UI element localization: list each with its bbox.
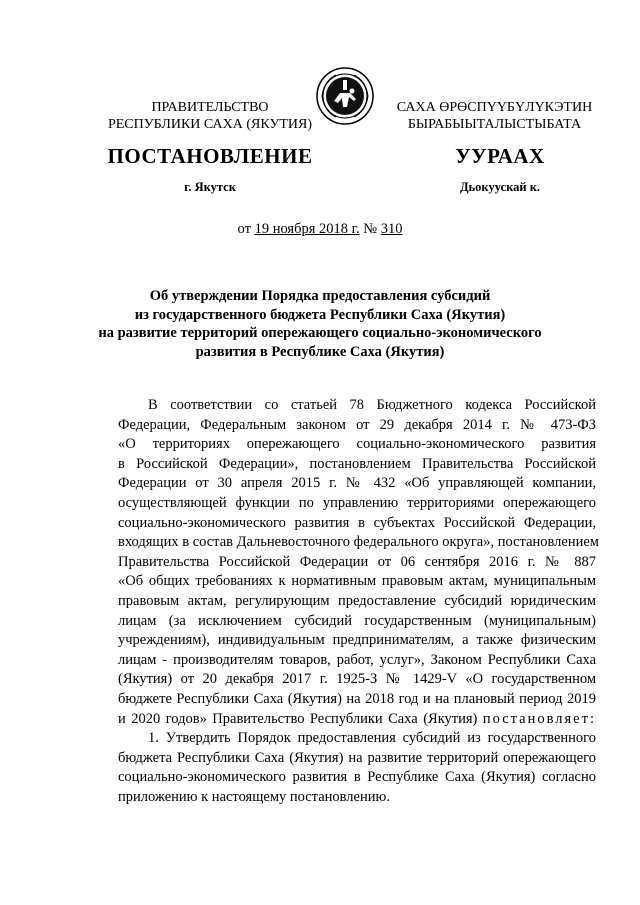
- date-value: 19 ноября 2018 г.: [254, 221, 360, 237]
- body-line: входящих в состав Дальневосточного федерального округа», постановлением: [118, 534, 599, 551]
- coat-of-arms-icon: [316, 67, 374, 125]
- body-line: лицам (за исключением субсидий государственным (муниципальным): [118, 612, 596, 629]
- title-line: на развитие территорий опережающего социально-экономического: [98, 325, 542, 341]
- body-line: Федерации, Федеральным законом от 29 декабря 2014 г. № 473-ФЗ: [118, 416, 596, 433]
- body-line: В соответствии со статьей 78 Бюджетного кодекса Российской: [148, 397, 596, 413]
- body-line: Федерации от 30 апреля 2015 г. № 432 «Об управляющей компании,: [118, 475, 596, 492]
- city-sah: Дьокуускай к.: [459, 180, 541, 194]
- body-line: Правительства Российской Федерации от 06 сентября 2016 г. № 887: [118, 553, 596, 570]
- doc-type-ru: ПОСТАНОВЛЕНИЕ: [107, 144, 313, 168]
- body-line: в Российской Федерации», постановлением Правительства Российской: [118, 455, 596, 472]
- number-value: 310: [380, 221, 403, 237]
- body-line: правовым актам, регулирующим предоставление субсидий юридическим: [118, 592, 596, 609]
- header-right: [372, 99, 617, 133]
- body-line: «О территориях опережающего социально-экономического развития: [118, 436, 596, 453]
- body-line: социально-экономического развития в субъектах Российской Федерации,: [118, 514, 596, 531]
- body-line: учреждениям), индивидуальным предпринимателям, а также физическим: [118, 632, 596, 649]
- body-line: «Об общих требованиях к нормативным правовым актам, муниципальным: [118, 573, 596, 590]
- body-line: бюджете Республики Саха (Якутия) на 2018 год и на плановый период 2019: [118, 690, 596, 707]
- doc-type-sah: УУРААХ: [455, 144, 545, 168]
- item-line: 1. Утвердить Порядок предоставления субсидий из государственного: [148, 730, 596, 747]
- date-prefix: от: [237, 221, 255, 237]
- city-ru: г. Якутск: [184, 180, 236, 194]
- body-line: осуществляющей функции по управлению территориями опережающего: [118, 494, 596, 511]
- body-line-text: и 2020 годов» Правительство Республики Саха (Якутия): [118, 710, 483, 727]
- date-line: [0, 221, 640, 238]
- body-text: [118, 396, 599, 807]
- title-line: Об утверждении Порядка предоставления субсидий: [149, 288, 491, 304]
- header-left: [70, 99, 350, 133]
- title-line: из государственного бюджета Республики Саха (Якутия): [134, 306, 506, 323]
- header-left-line1: ПРАВИТЕЛЬСТВО: [151, 100, 269, 115]
- body-line: лицам - производителям товаров, работ, услуг», Законом Республики Саха: [118, 651, 596, 668]
- document-title: [60, 287, 580, 361]
- title-line: развития в Республике Саха (Якутия): [195, 343, 445, 360]
- item-line: бюджета Республики Саха (Якутия) на развитие территорий опережающего: [118, 749, 596, 766]
- header-right-line2: БЫРАБЫЫТАЛЫСТЫБАТА: [407, 117, 582, 132]
- body-line-decree: [118, 710, 596, 730]
- decree-word: постановляет:: [482, 710, 596, 727]
- item-line: социально-экономического развития в Республике Саха (Якутия) согласно: [118, 769, 596, 786]
- number-prefix: №: [359, 221, 381, 237]
- header-left-line2: РЕСПУБЛИКИ САХА (ЯКУТИЯ): [107, 117, 313, 132]
- header-right-line1: САХА ӨРӨСПҮҮБҮЛҮКЭТИН: [396, 100, 593, 115]
- item-line: приложению к настоящему постановлению.: [118, 788, 390, 805]
- body-line: (Якутия) от 20 декабря 2017 г. 1925-З № 1429-V «О государственном: [118, 671, 596, 688]
